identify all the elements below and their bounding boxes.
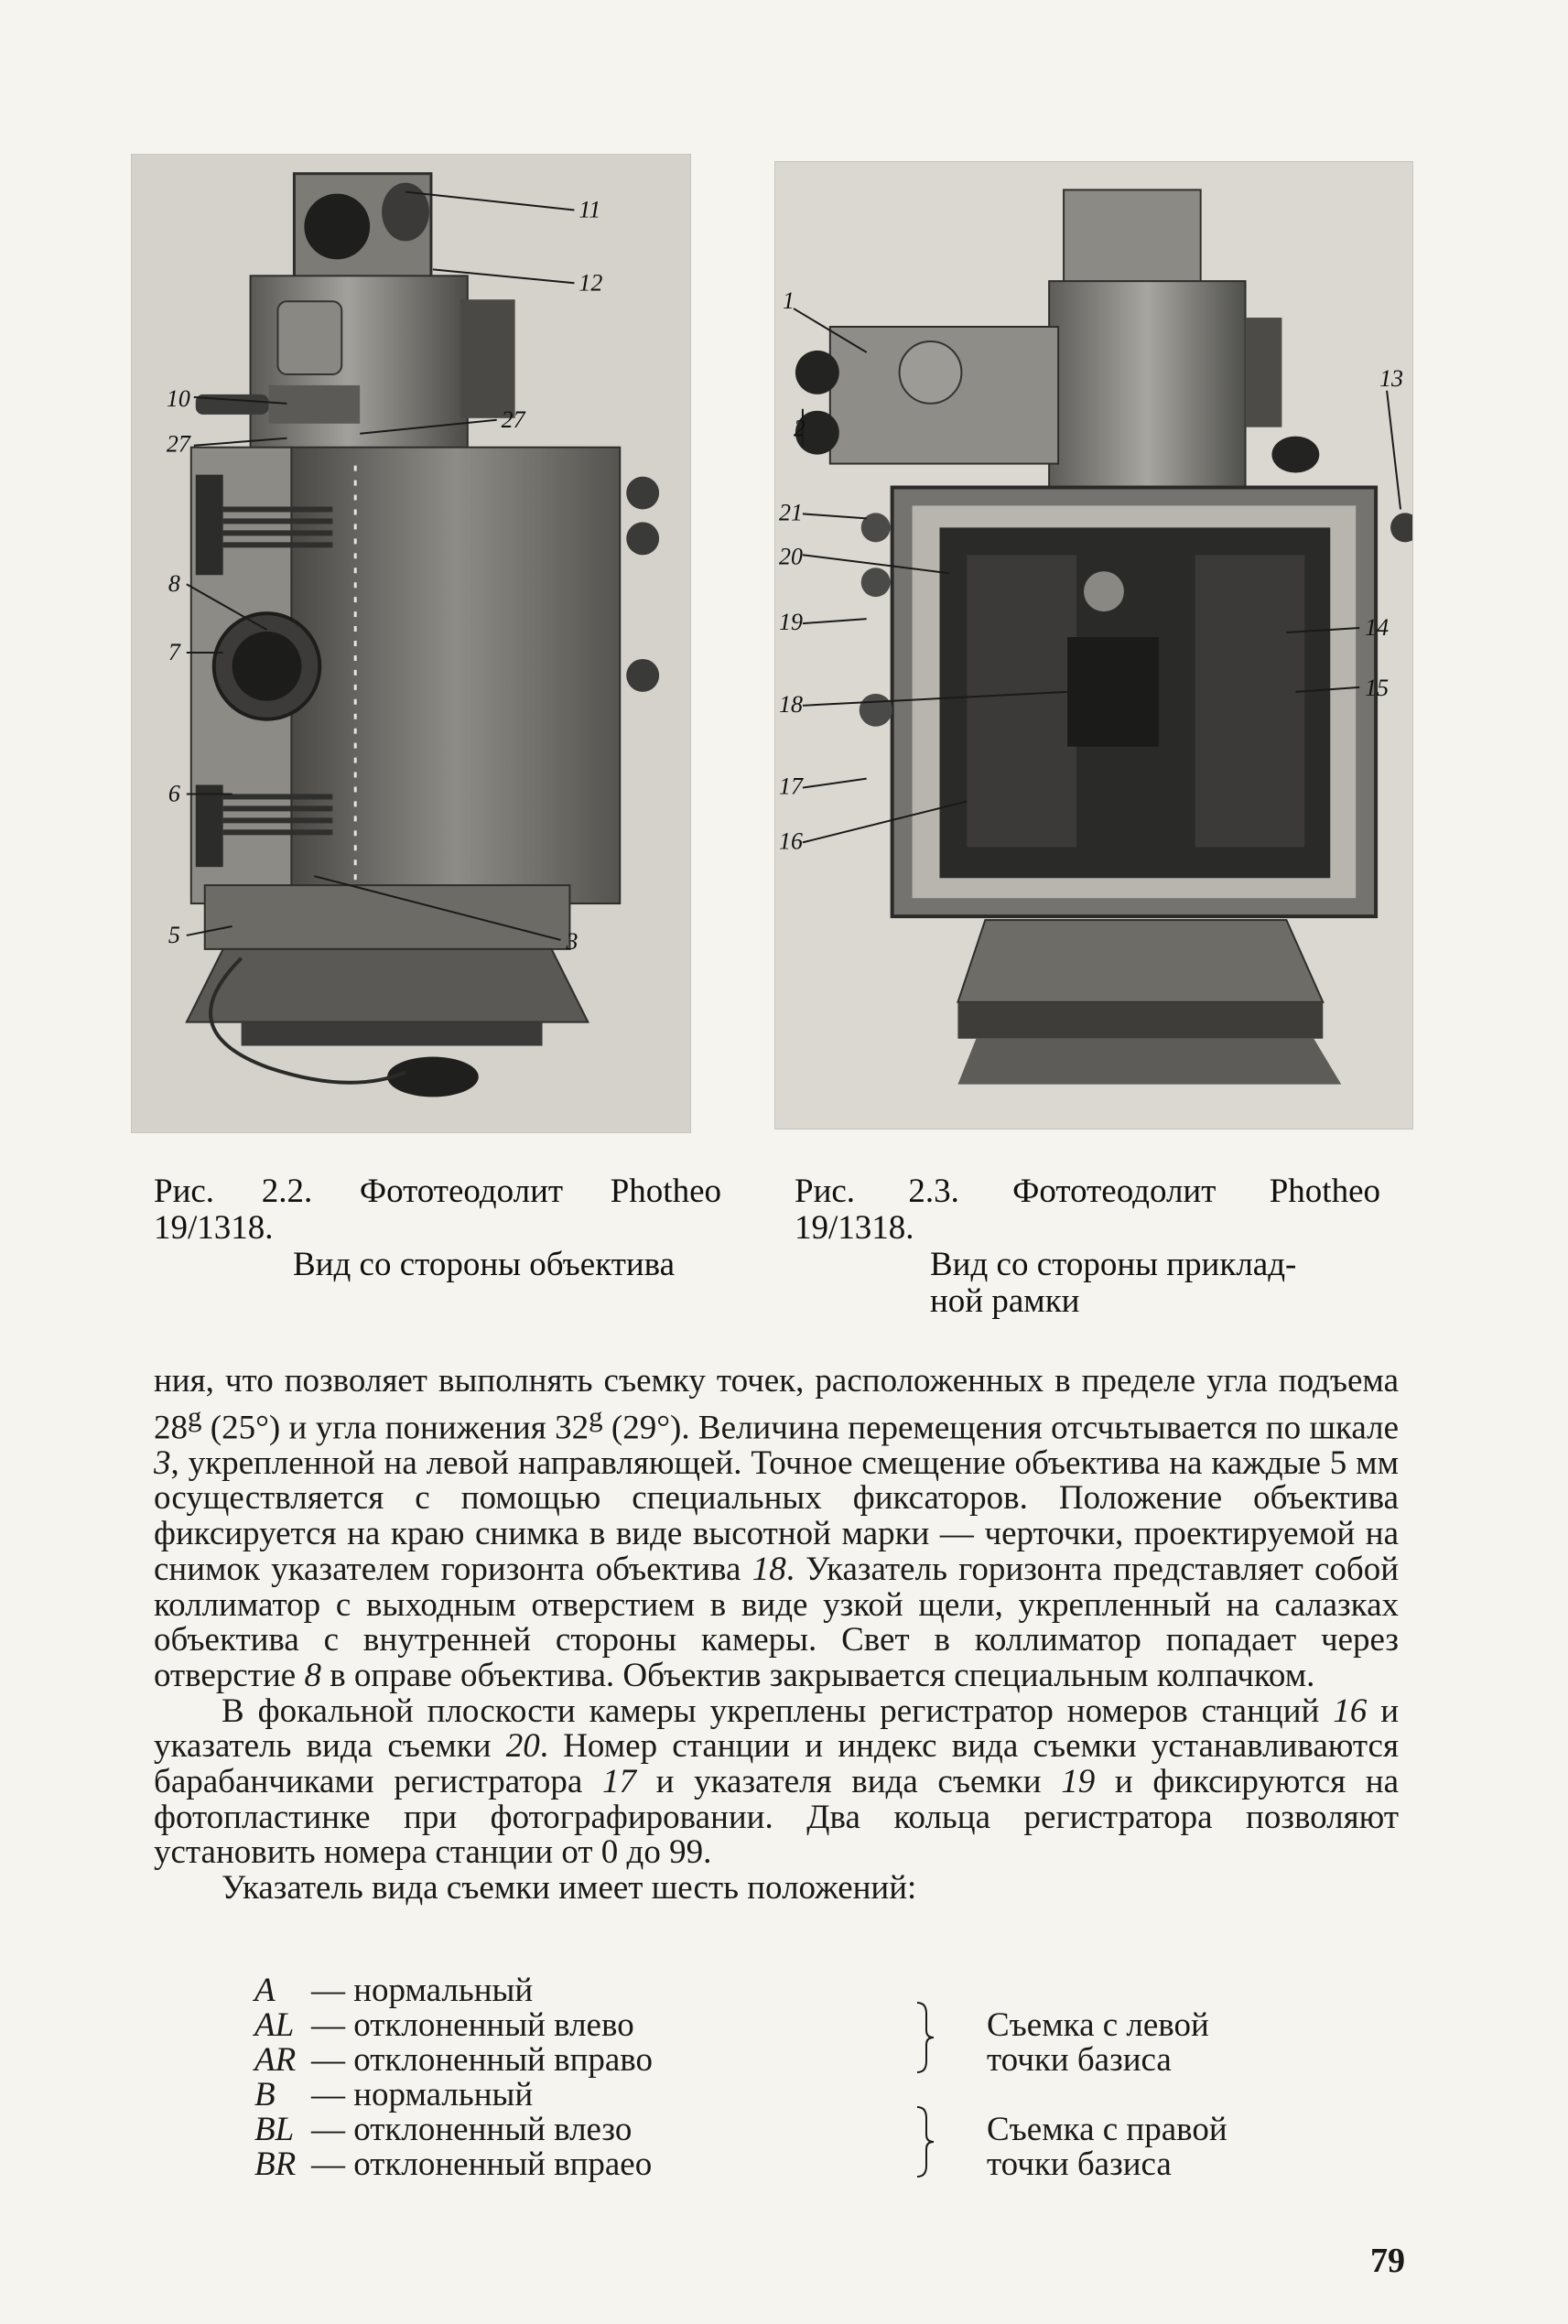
position-code: B: [254, 2076, 276, 2113]
figure-callout: 6: [168, 780, 180, 807]
figure-callout: 27: [501, 405, 525, 433]
figure-reference: 17: [602, 1763, 636, 1801]
position-desc: — нормальный: [311, 1972, 534, 2009]
text-run: . Указатель горизонта представляет собой коллиматор с выходным отверстием в виде узкой щели, укрепленный на салазках объектива с внутренней стороны камеры. Свет в коллиматор попадает через отверстие: [154, 1550, 1399, 1694]
position-group-left: [254, 1973, 1408, 2078]
page-number: 79: [1370, 2242, 1405, 2280]
figure-2-3-caption: [795, 1173, 1380, 1320]
text-run: . Номер станции и индекс вида съемки устанавливаются барабанчиками регистратора: [154, 1727, 1399, 1801]
caption-model: 19/1318.: [154, 1209, 274, 1247]
group-label: [987, 2113, 1280, 2182]
caption-title: Рис. 2.2. Фототеодолит Photheo: [154, 1173, 721, 1210]
caption-description: Вид со стороны объектива: [293, 1246, 676, 1283]
figure-callout: 8: [168, 570, 180, 598]
position-desc: — отклоненный влево: [311, 2006, 634, 2044]
figure-callout: 2: [793, 415, 806, 442]
position-item: [254, 1973, 1408, 2008]
position-item: [254, 2078, 1408, 2113]
text-run: и указатель вида съемки: [154, 1692, 1399, 1766]
text-run: (25°) и угла понижения 32: [201, 1409, 589, 1447]
figure-callout: 1: [782, 287, 795, 315]
position-code: BL: [254, 2111, 295, 2148]
position-desc: — отклоненный влезо: [311, 2111, 633, 2148]
figure-reference: 20: [505, 1727, 540, 1766]
figure-2-2-caption: [154, 1173, 721, 1283]
figure-2-3-photo: [774, 161, 1413, 1130]
figure-callout: 11: [579, 196, 601, 223]
figure-reference: 18: [752, 1550, 786, 1588]
group-label-line: Съемка с правой: [987, 2111, 1227, 2148]
figure-reference: 8: [304, 1656, 321, 1694]
text-run: (29°). Величина перемещения отсчьтывается по шкале: [602, 1409, 1399, 1447]
body-text: [154, 1364, 1399, 1907]
position-desc: — отклоненный впраео: [311, 2146, 653, 2183]
paragraph: [154, 1364, 1399, 1694]
position-list: [254, 1973, 1408, 2182]
figure-callout: 3: [566, 927, 579, 955]
phototheodolite-frame-side-drawing: [775, 162, 1412, 1129]
group-label-line: Съемка с левой: [987, 2006, 1209, 2044]
text-run: в оправе объектива. Объектив закрывается специальным колпачком.: [320, 1656, 1315, 1694]
right-brace-icon: [915, 2001, 935, 2074]
figure-callout: 19: [778, 609, 803, 636]
caption-model: 19/1318.: [795, 1209, 914, 1247]
right-brace-icon: [915, 2105, 935, 2178]
text-run: ния, что позволяет выполнять съемку точек, расположенных в пределе угла подъема 28: [154, 1362, 1399, 1447]
position-desc: — нормальный: [311, 2076, 534, 2113]
position-code: BR: [254, 2146, 297, 2183]
group-label: [987, 2008, 1280, 2078]
position-code: AL: [254, 2006, 295, 2044]
position-code: AR: [254, 2041, 297, 2079]
caption-title: Рис. 2.3. Фототеодолит Photheo: [795, 1173, 1380, 1210]
figure-callout: 27: [166, 430, 190, 458]
figure-2-2-photo: [131, 154, 691, 1133]
figure-callout: 21: [778, 499, 803, 526]
group-label-line: точки базиса: [987, 2146, 1172, 2183]
figure-callout: 18: [778, 690, 803, 718]
position-code: A: [254, 1972, 276, 2009]
text-run: и фиксируются на фотопластинке при фотографировании. Два кольца регистратора позволяют установить номера станции от 0 до 99.: [154, 1763, 1399, 1872]
position-group-right: [254, 2078, 1408, 2182]
paragraph: Указатель вида съемки имеет шесть положений:: [222, 1869, 917, 1908]
figure-callout: 5: [168, 921, 180, 948]
figure-callout: 15: [1365, 674, 1390, 701]
figure-callout: 14: [1365, 614, 1390, 642]
figure-callout: 17: [778, 773, 803, 800]
figure-callout: 10: [166, 384, 190, 412]
grad-superscript: g: [188, 1400, 202, 1432]
text-run: , укрепленной на левой направляющей. Точное смещение объектива на каждые 5 мм осуществляется с помощью специальных фиксаторов. Положение объектива фиксируется на краю снимка в виде высотной марки — черточки, проектируемой на снимок указателем горизонта объектива: [154, 1443, 1399, 1588]
text-run: В фокальной плоскости камеры укреплены регистратор номеров станций: [222, 1692, 1334, 1730]
text-run: и указателя вида съемки: [636, 1763, 1062, 1801]
figure-reference: 16: [1333, 1692, 1368, 1730]
figure-reference: 3: [154, 1443, 171, 1482]
position-desc: — отклоненный вправо: [311, 2041, 654, 2079]
caption-description-continued: ной рамки: [930, 1282, 1080, 1320]
phototheodolite-lens-side-drawing: [132, 155, 690, 1132]
paragraph: [154, 1694, 1399, 1872]
grad-superscript: g: [589, 1400, 603, 1432]
figure-callout: 7: [168, 638, 180, 665]
group-label-line: точки базиса: [987, 2041, 1172, 2079]
figure-reference: 19: [1061, 1763, 1096, 1801]
figure-callout: 20: [778, 543, 803, 570]
figure-callout: 16: [778, 827, 803, 855]
figure-callout: 12: [579, 269, 603, 297]
figure-callout: 13: [1379, 364, 1404, 392]
caption-description: Вид со стороны приклад-: [930, 1246, 1297, 1283]
